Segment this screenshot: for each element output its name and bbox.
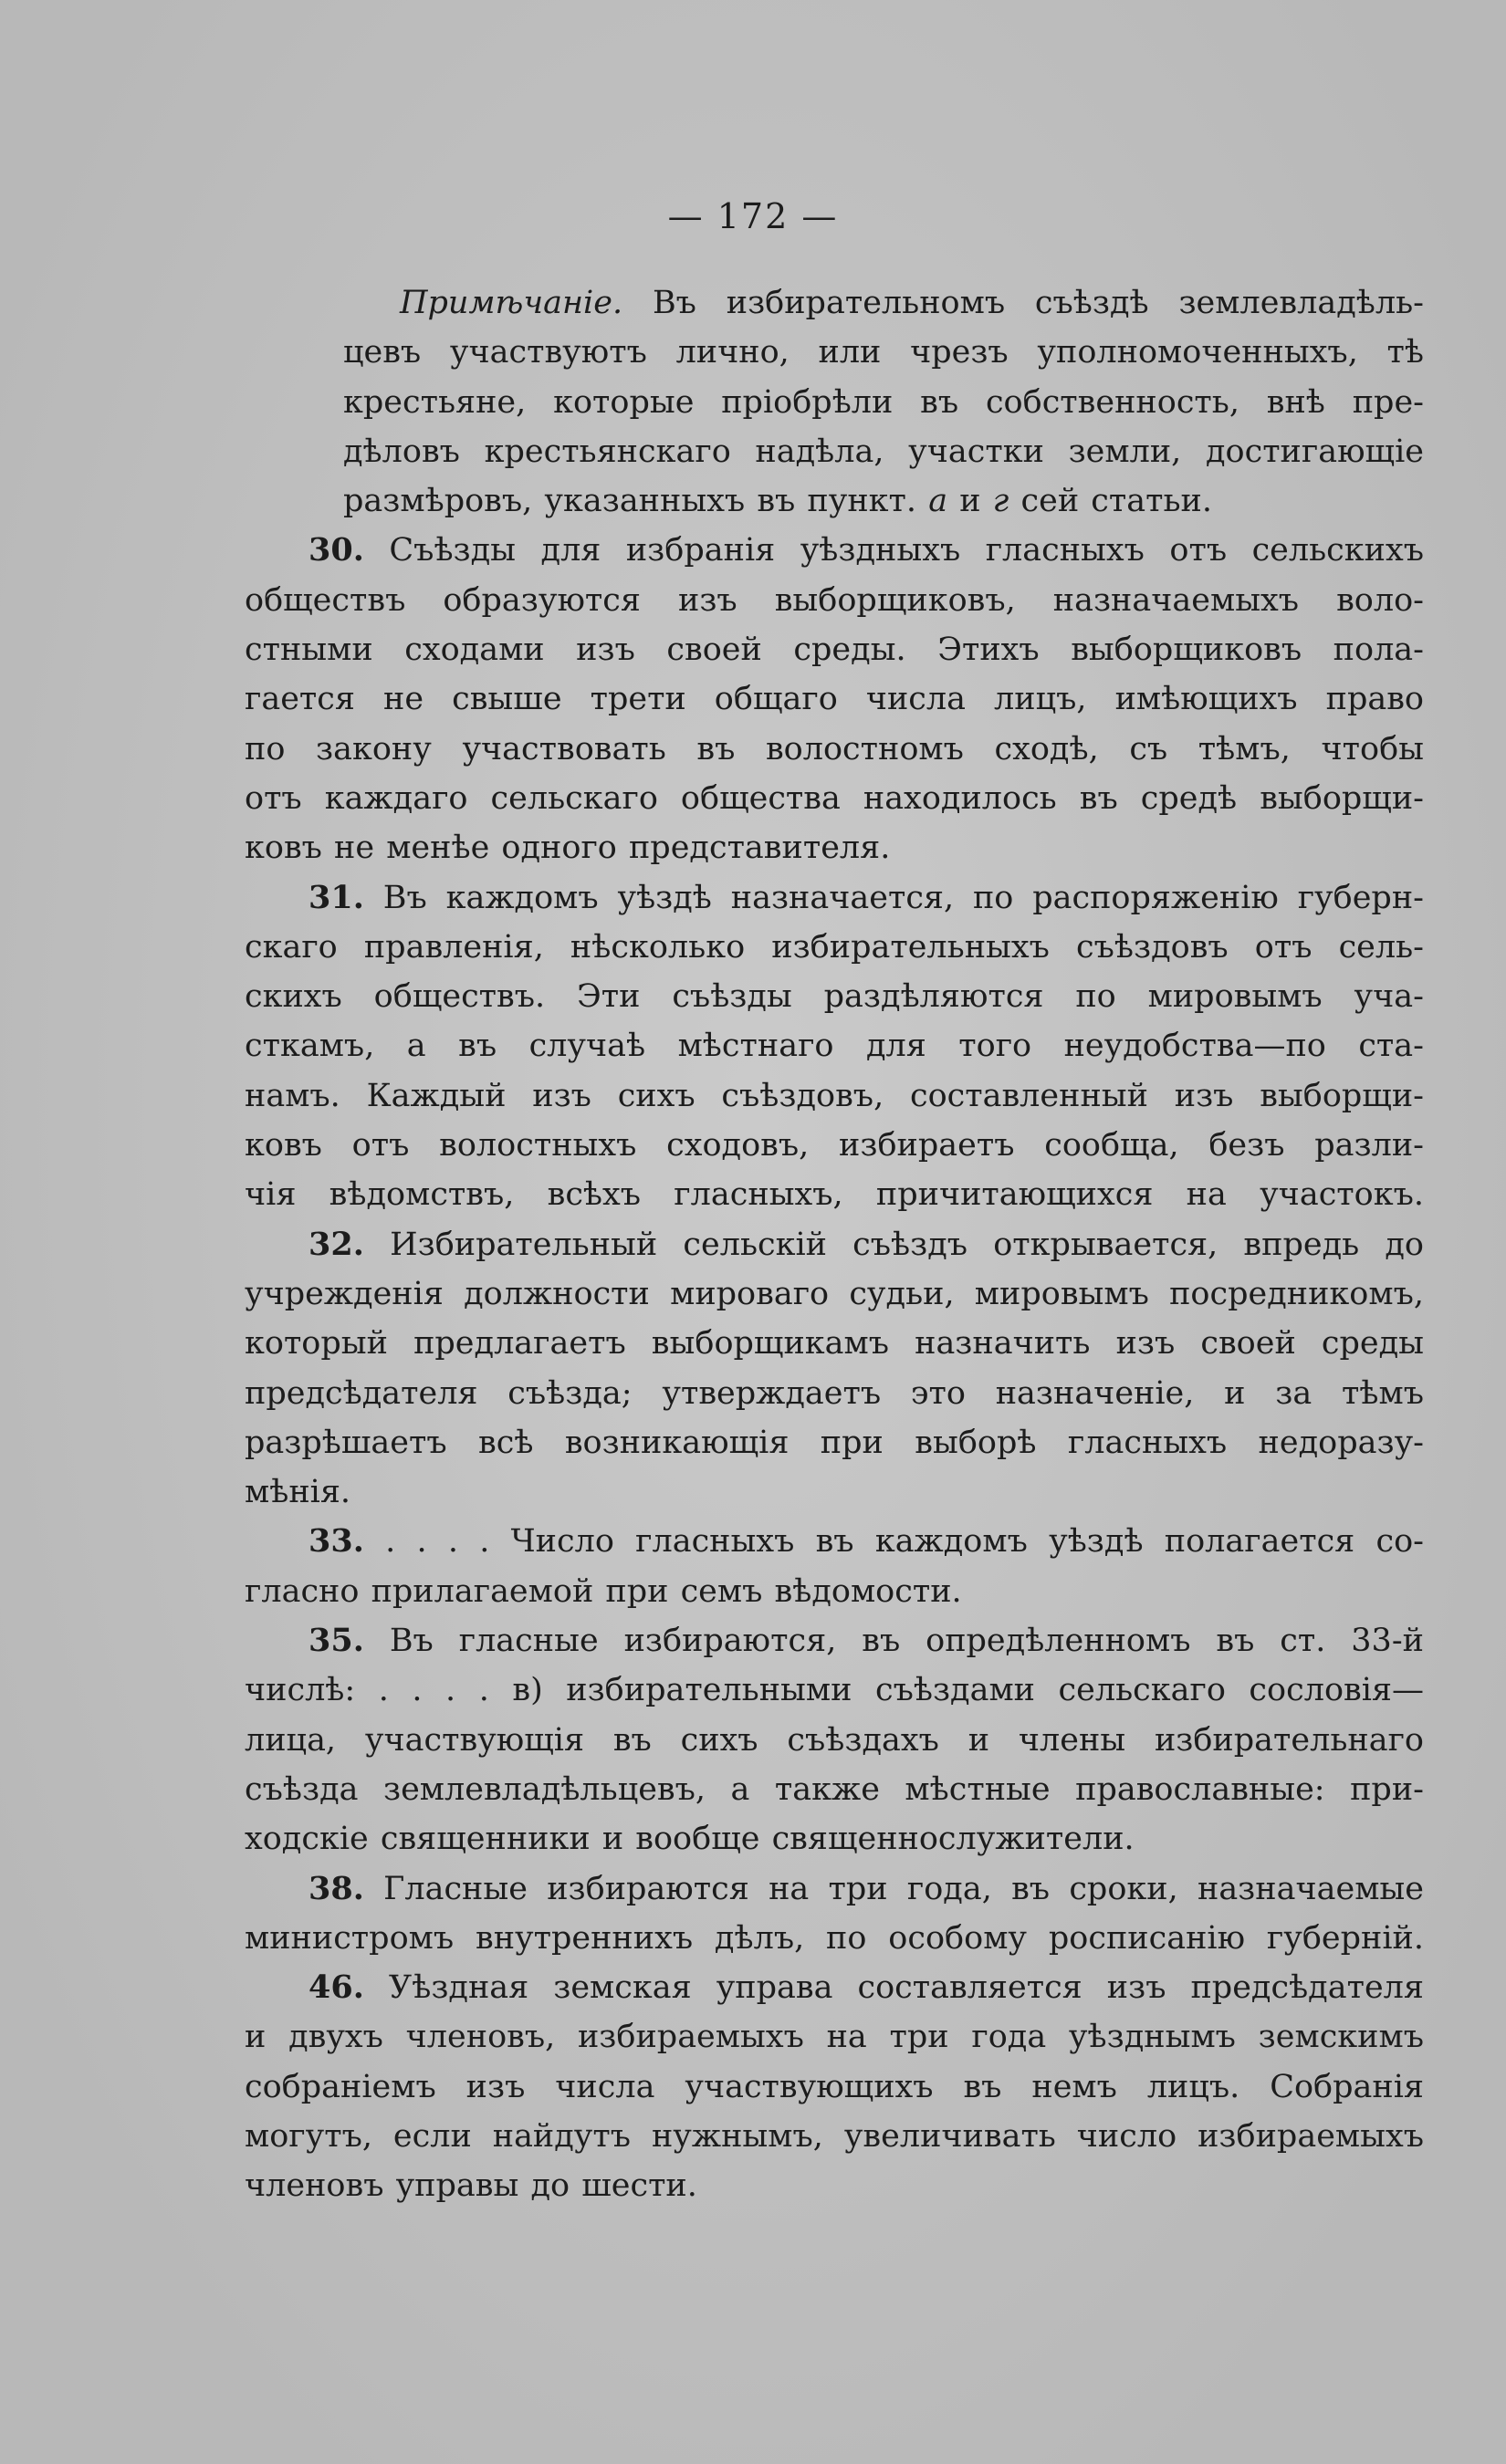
note bbox=[245, 278, 1424, 526]
article-line: разрѣшаетъ всѣ возникающія при выборѣ гласныхъ недоразу- bbox=[245, 1424, 1424, 1461]
article-number: 31. bbox=[309, 878, 364, 916]
article-line: по закону участвовать въ волостномъ сходѣ, съ тѣмъ, чтобы bbox=[245, 730, 1424, 767]
article-46 bbox=[245, 1963, 1424, 2210]
article-30 bbox=[245, 526, 1424, 872]
article-number: 33. bbox=[309, 1522, 364, 1561]
article-line: намъ. Каждый изъ сихъ съѣздовъ, составленный изъ выборщи- bbox=[245, 1077, 1424, 1114]
article-line: числѣ: . . . . в) избирательными съѣздами сельскаго сословія— bbox=[245, 1672, 1424, 1709]
article-line: сткамъ, а въ случаѣ мѣстнаго для того неудобства—по ста- bbox=[245, 1028, 1424, 1065]
article-line: ковъ отъ волостныхъ сходовъ, избираетъ сообща, безъ разли- bbox=[245, 1127, 1424, 1164]
article-line: ковъ не менѣе одного представителя. bbox=[245, 830, 891, 867]
article-line: собраніемъ изъ числа участвующихъ въ немъ лицъ. Собранія bbox=[245, 2068, 1424, 2105]
article-32 bbox=[245, 1220, 1424, 1518]
note-line: размѣровъ, указанныхъ въ пункт. а и г сей статьи. bbox=[343, 483, 1212, 520]
article-line: мѣнія. bbox=[245, 1474, 351, 1511]
article-line: и двухъ членовъ, избираемыхъ на три года уѣзднымъ земскимъ bbox=[245, 2019, 1424, 2056]
article-35 bbox=[245, 1616, 1424, 1864]
article-number: 35. bbox=[309, 1622, 364, 1660]
article-line: скаго правленія, нѣсколько избирательныхъ съѣздовъ отъ сель- bbox=[245, 928, 1424, 966]
article-first-line: 32. Избирательный сельскій съѣздъ открывается, впредь до bbox=[309, 1225, 1424, 1263]
note-line: цевъ участвуютъ лично, или чрезъ уполномоченныхъ, тѣ bbox=[343, 334, 1424, 371]
article-line: ходскіе священники и вообще священнослужители. bbox=[245, 1821, 1135, 1858]
article-line: гласно прилагаемой при семъ вѣдомости. bbox=[245, 1572, 962, 1610]
page-text bbox=[245, 278, 1424, 2211]
article-first-line: 38. Гласные избираются на три года, въ сроки, назначаемые bbox=[309, 1869, 1424, 1907]
article-line: обществъ образуются изъ выборщиковъ, назначаемыхъ воло- bbox=[245, 581, 1424, 619]
article-line: чія вѣдомствъ, всѣхъ гласныхъ, причитающихся на участокъ. bbox=[245, 1176, 1424, 1214]
article-line: предсѣдателя съѣзда; утверждаетъ это назначеніе, и за тѣмъ bbox=[245, 1374, 1424, 1412]
article-line: который предлагаетъ выборщикамъ назначить изъ своей среды bbox=[245, 1325, 1424, 1363]
article-line: скихъ обществъ. Эти съѣзды раздѣляются по мировымъ уча- bbox=[245, 978, 1424, 1016]
article-31 bbox=[245, 873, 1424, 1220]
article-number: 30. bbox=[309, 531, 364, 569]
article-38 bbox=[245, 1864, 1424, 1964]
article-line: членовъ управы до шести. bbox=[245, 2167, 697, 2205]
article-first-line: 33. . . . . Число гласныхъ въ каждомъ уѣздѣ полагается со- bbox=[309, 1522, 1424, 1561]
article-number: 32. bbox=[309, 1225, 364, 1263]
article-line: министромъ внутреннихъ дѣлъ, по особому росписанію губерній. bbox=[245, 1919, 1424, 1957]
article-line: учрежденія должности мироваго судьи, мировымъ посредникомъ, bbox=[245, 1275, 1424, 1312]
article-33 bbox=[245, 1517, 1424, 1616]
note-line: Примѣчаніе. Въ избирательномъ съѣздѣ землевладѣль- bbox=[400, 285, 1424, 321]
article-line: стными сходами изъ своей среды. Этихъ выборщиковъ пола- bbox=[245, 632, 1424, 669]
article-line: гается не свыше трети общаго числа лицъ, имѣющихъ право bbox=[245, 681, 1424, 718]
article-first-line: 35. Въ гласные избираются, въ опредѣленномъ въ ст. 33-й bbox=[309, 1622, 1424, 1660]
note-label: Примѣчаніе. bbox=[400, 285, 623, 321]
article-first-line: 30. Съѣзды для избранія уѣздныхъ гласныхъ отъ сельскихъ bbox=[309, 531, 1424, 569]
article-line: лица, участвующія въ сихъ съѣздахъ и члены избирательнаго bbox=[245, 1721, 1424, 1759]
note-line: дѣловъ крестьянскаго надѣла, участки земли, достигающіе bbox=[343, 433, 1424, 470]
page-number: — 172 — bbox=[667, 196, 839, 236]
article-line: съѣзда землевладѣльцевъ, а также мѣстные православные: при- bbox=[245, 1770, 1424, 1808]
note-line: крестьяне, которые пріобрѣли въ собственность, внѣ пре- bbox=[343, 383, 1424, 421]
article-number: 46. bbox=[309, 1968, 364, 2007]
article-line: могутъ, если найдутъ нужнымъ, увеличивать число избираемыхъ bbox=[245, 2117, 1424, 2155]
article-first-line: 31. Въ каждомъ уѣздѣ назначается, по распоряженію губерн- bbox=[309, 878, 1424, 916]
article-first-line: 46. Уѣздная земская управа составляется изъ предсѣдателя bbox=[309, 1968, 1424, 2007]
article-number: 38. bbox=[309, 1869, 364, 1907]
article-line: отъ каждаго сельскаго общества находилось въ средѣ выборщи- bbox=[245, 779, 1424, 817]
